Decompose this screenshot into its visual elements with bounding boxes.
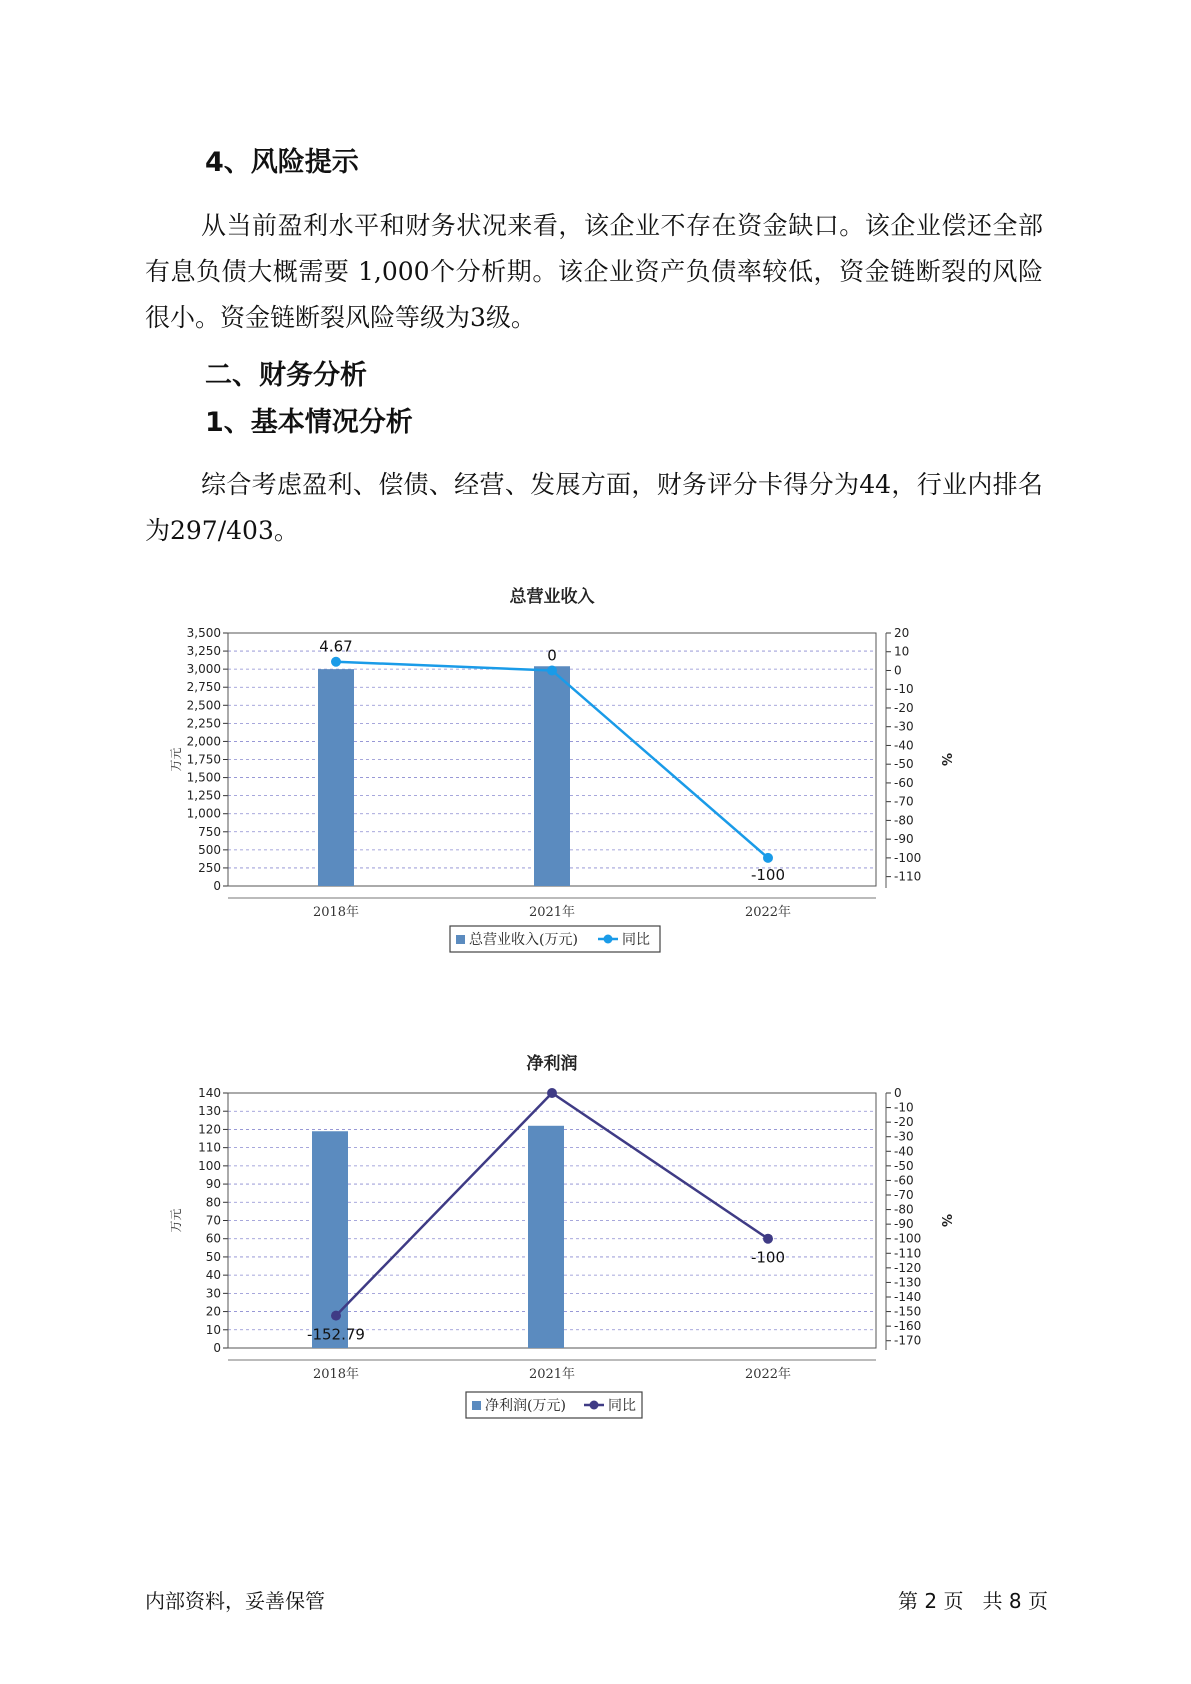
y-tick-label: 2,500 <box>186 698 221 713</box>
paragraph-basic: 综合考虑盈利、偿债、经营、发展方面，财务评分卡得分为44，行业内排名为297/403。 <box>145 470 1043 545</box>
y-axis-label: 万元 <box>169 747 183 772</box>
y-tick-label: 140 <box>198 1086 221 1100</box>
profit-chart <box>169 1054 970 1535</box>
y2-tick-label: -80 <box>894 813 914 828</box>
bar-2021年 <box>528 1126 564 1348</box>
y2-tick-label: -80 <box>894 1202 914 1217</box>
x-tick-label: 2018年 <box>312 905 360 920</box>
yoy-point <box>331 1311 341 1321</box>
footer-confidential: 内部资料，妥善保管 <box>145 1589 325 1613</box>
y-tick-label: 2,250 <box>186 716 221 731</box>
y-tick-label: 70 <box>205 1213 221 1228</box>
y2-tick-label: -170 <box>894 1333 922 1348</box>
y-tick-label: 500 <box>198 842 221 857</box>
x-tick-label: 2018年 <box>312 1367 360 1382</box>
x-tick-label: 2022年 <box>744 1367 792 1382</box>
y2-tick-label: -30 <box>894 1129 914 1144</box>
y-tick-label: 2,750 <box>186 680 221 695</box>
y2-tick-label: -70 <box>894 1188 914 1202</box>
y2-tick-label: -50 <box>894 757 914 772</box>
y-tick-label: 20 <box>205 1304 221 1319</box>
revenue-chart-svg <box>170 575 970 1025</box>
y-tick-label: 1,750 <box>186 752 221 767</box>
chart-title: 净利润 <box>526 1054 578 1074</box>
y2-tick-label: -100 <box>894 850 922 865</box>
chart-title: 总营业收入 <box>509 587 595 607</box>
y-tick-label: 0 <box>213 879 221 893</box>
heading-risk: 4、风险提示 <box>205 147 359 178</box>
y-tick-label: 90 <box>205 1177 221 1192</box>
y-tick-label: 0 <box>213 1341 221 1355</box>
profit-chart-svg <box>169 1054 970 1535</box>
y-tick-label: 40 <box>205 1268 221 1283</box>
paragraph-risk: 从当前盈利水平和财务状况来看，该企业不存在资金缺口。该企业偿还全部有息负债大概需要 1,000个分析期。该企业资产负债率较低，资金链断裂的风险很小。资金链断裂风险等级为3级。 <box>145 211 1043 332</box>
y-tick-label: 10 <box>205 1322 221 1337</box>
footer-page-number: 第 2 页 共 8 页 <box>898 1589 1048 1613</box>
y2-axis-label: % <box>938 752 953 767</box>
y2-tick-label: -140 <box>894 1290 922 1304</box>
y-tick-label: 2,000 <box>186 734 221 749</box>
yoy-data-label: 4.67 <box>319 637 353 656</box>
y2-tick-label: -90 <box>894 1217 914 1232</box>
y2-tick-label: 0 <box>894 1086 902 1100</box>
y-tick-label: 3,500 <box>186 626 221 640</box>
yoy-data-label: -100 <box>750 865 786 884</box>
yoy-data-label: -152.79 <box>307 1325 365 1344</box>
y-tick-label: 30 <box>205 1286 221 1301</box>
yoy-data-label: -100 <box>750 1248 786 1267</box>
y2-tick-label: -40 <box>894 738 914 753</box>
yoy-point <box>763 853 773 863</box>
yoy-point <box>547 665 557 675</box>
y-tick-label: 130 <box>198 1104 221 1119</box>
y2-tick-label: -40 <box>894 1144 914 1159</box>
legend-bar-label: 总营业收入(万元) <box>469 932 578 948</box>
y2-axis-label: % <box>938 1213 953 1228</box>
legend-line-marker <box>604 935 613 944</box>
y2-tick-label: -160 <box>894 1319 922 1334</box>
y-tick-label: 3,250 <box>186 644 221 659</box>
bar-2021年 <box>534 666 570 886</box>
y-tick-label: 60 <box>205 1231 221 1246</box>
x-tick-label: 2021年 <box>528 905 576 920</box>
y-tick-label: 250 <box>198 860 221 875</box>
y2-tick-label: -70 <box>894 794 914 809</box>
y-axis-label: 万元 <box>169 1208 183 1233</box>
x-tick-label: 2022年 <box>744 905 792 920</box>
y2-tick-label: 20 <box>894 626 910 640</box>
y-tick-label: 1,500 <box>186 770 221 785</box>
y-tick-label: 3,000 <box>186 662 221 677</box>
legend-line-label: 同比 <box>622 932 650 948</box>
yoy-point <box>547 1088 557 1098</box>
y2-tick-label: 10 <box>894 644 910 659</box>
y-tick-label: 80 <box>205 1195 221 1210</box>
y-tick-label: 120 <box>198 1122 221 1137</box>
y2-tick-label: -10 <box>894 1100 914 1115</box>
y2-tick-label: -90 <box>894 832 914 847</box>
bar-2018年 <box>318 669 354 886</box>
legend-bar-label: 净利润(万元) <box>485 1398 566 1414</box>
y2-tick-label: -30 <box>894 719 914 734</box>
y-tick-label: 750 <box>198 824 221 839</box>
y2-tick-label: -60 <box>894 775 914 790</box>
legend-bar-swatch <box>472 1401 481 1410</box>
legend-line-label: 同比 <box>608 1398 636 1414</box>
y2-tick-label: 0 <box>894 663 902 678</box>
y2-tick-label: -120 <box>894 1260 922 1275</box>
y-tick-label: 100 <box>198 1158 221 1173</box>
y2-tick-label: -110 <box>894 869 922 884</box>
yoy-point <box>331 657 341 667</box>
y-tick-label: 1,000 <box>186 806 221 821</box>
y2-tick-label: -100 <box>894 1231 922 1246</box>
heading-finance: 二、财务分析 <box>205 360 367 391</box>
y2-tick-label: -20 <box>894 1115 914 1130</box>
y-tick-label: 50 <box>205 1249 221 1264</box>
y-tick-label: 110 <box>198 1140 221 1155</box>
y2-tick-label: -20 <box>894 700 914 715</box>
revenue-chart <box>170 575 970 1025</box>
y2-tick-label: -60 <box>894 1173 914 1188</box>
y2-tick-label: -10 <box>894 682 914 697</box>
y2-tick-label: -130 <box>894 1275 922 1290</box>
y2-tick-label: -110 <box>894 1246 922 1261</box>
y2-tick-label: -50 <box>894 1158 914 1173</box>
y2-tick-label: -150 <box>894 1304 922 1319</box>
legend-line-marker <box>590 1401 599 1410</box>
y-tick-label: 1,250 <box>186 788 221 803</box>
x-tick-label: 2021年 <box>528 1367 576 1382</box>
bar-2018年 <box>312 1131 348 1348</box>
yoy-point <box>763 1234 773 1244</box>
yoy-data-label: 0 <box>547 646 557 665</box>
legend-bar-swatch <box>456 935 465 944</box>
heading-basic: 1、基本情况分析 <box>205 407 413 438</box>
